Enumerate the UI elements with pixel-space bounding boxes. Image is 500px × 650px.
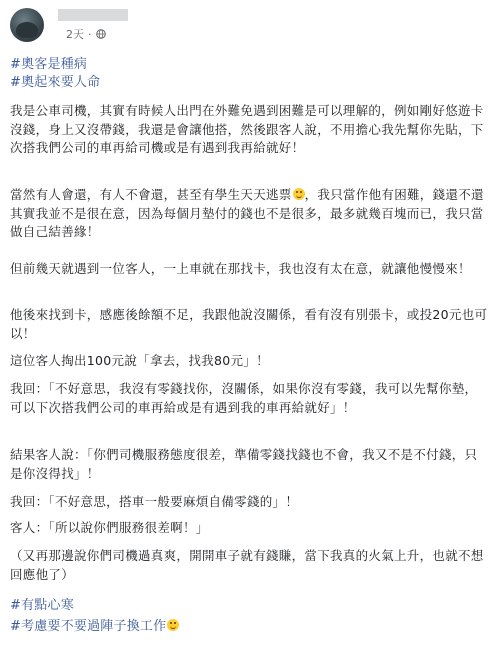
post-header	[10, 6, 490, 50]
paragraph: 我是公車司機，其實有時候人出門在外難免遇到困難是可以理解的，例如剛好悠遊卡沒錢，身上又沒帶錢，我還是會讓他搭，然後跟客人說，不用擔心我先幫你先貼，下次搭我們公司的車再給司機或是有遇到我再給就好！	[10, 103, 484, 155]
paragraph-text: 當然有人會還，有人不會還，甚至有學生天天逃票	[10, 187, 292, 202]
author-name-redacted[interactable]	[58, 9, 128, 21]
laughing-emoji-icon	[167, 619, 179, 631]
paragraph	[10, 186, 488, 242]
paragraph: 他後來找到卡，感應後餘額不足，我跟他說沒關係，看有沒有別張卡，或投20元也可以！	[10, 307, 488, 341]
paragraph: 這位客人掏出100元說「拿去，找我80元」！	[10, 353, 269, 368]
paragraph: 但前幾天就遇到一位客人，一上車就在那找卡，我也沒有太在意，就讓他慢慢來！	[10, 261, 471, 276]
paragraph: 我回：「不好意思，搭車一般要麻煩自備零錢的」！	[10, 494, 299, 509]
hashtag-link[interactable]: #考慮要不要過陣子換工作	[10, 619, 167, 634]
hashtag-row	[10, 615, 179, 636]
laughing-emoji-icon	[293, 188, 305, 200]
meta-separator: ·	[88, 27, 92, 41]
paragraph: 客人：「所以說你們服務很差啊！」	[10, 520, 209, 535]
hashtag-link[interactable]: #奧客是種病	[10, 57, 88, 72]
paragraph: （又再那邊說你們司機過真爽，開開車子就有錢賺，當下我真的火氣上升，也就不想回應他了）	[10, 548, 484, 582]
post-timestamp[interactable]: 2天	[66, 28, 84, 41]
paragraph: 結果客人說：「你們司機服務態度很差，準備零錢找錢也不會，我又不是不付錢，只是你沒得找」！	[10, 447, 478, 481]
post-meta	[66, 26, 106, 42]
avatar[interactable]	[10, 8, 44, 42]
hashtag-link[interactable]: #有點心寒	[10, 598, 74, 613]
paragraph: 我回：「不好意思，我沒有零錢找你，沒關係，如果你沒有零錢，我可以先幫你墊，可以下次搭我們公司的車再給或是有遇到我的車再給就好」！	[10, 381, 478, 415]
paragraph-text: ，我只當作他有困難，錢還不還其實我並不是很在意，因為每個月墊付的錢也不是很多，最多就幾百塊而已，我只當做自己結善緣！	[10, 187, 484, 239]
globe-icon[interactable]	[96, 29, 106, 39]
hashtag-link[interactable]: #奧起來要人命	[10, 75, 101, 90]
